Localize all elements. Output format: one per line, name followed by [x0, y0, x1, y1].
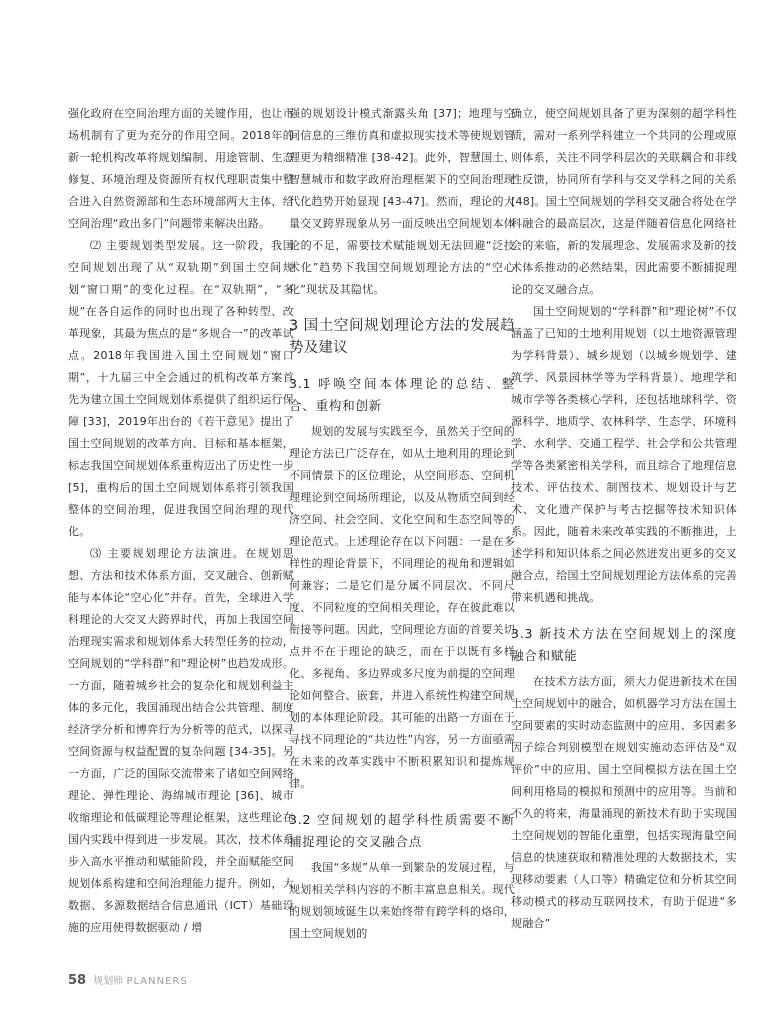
section-3-2-heading: 3.2 空间规划的超学科性质需要不断捕捉理论的交叉融合点: [289, 812, 515, 849]
col2-paragraph-1: 强的规划设计模式渐露头角 [37]；地理与空间信息的三维仿真和虚拟现实技术等使规划管理更为精细精准 [38-42]。此外，智慧国土、智慧城市和数字政府治理框架下的空间治理现代化趋势开始显现 [43-47]。然而，理论的大量交叉跨界现象从另一面反映出空间规划本体论的不足，需要技术赋能规划无法回避“泛技术化”趋势下我国空间规划理论方法的“空心化”现状及其隐忧。: [289, 107, 515, 296]
col1-paragraph-2: ⑵ 主要规划类型发展。这一阶段，我国空间规划出现了从“双轨期”到国土空间规划“窗口期”的变化过程。在“双轨期”，“多规”在各自运作的同时也出现了各种转型、改革现象，其最为焦点的是“多规合一”的改革试点。2018年我国进入国土空间规划“窗口期”，十九届三中全会通过的机构改革方案首先为建立国土空间规划体系提供了组织运行保障 [33]，2019年出台的《若干意见》提出了国土空间规划的改革方向、目标和基本框架，标志我国空间规划体系重构迈出了历史性一步 [5]，重构后的国土空间规划体系将引领我国整体的空间治理，促进我国空间治理的现代化。: [68, 239, 294, 538]
page-number: 58: [68, 973, 87, 988]
journal-name-cn: 规划师: [93, 976, 124, 987]
column-2: [289, 103, 515, 945]
col3-paragraph-1: 确立，使空间规划具备了更为深刻的超学科性质，需对一系列学科建立一个共同的公理或原则体系，关注不同学科层次的关联耦合和非线性反馈，协同所有学科与交叉学科之间的关系 [48]。国土空间规划的学科交叉融合将处在学科融合的最高层次，这是伴随着信息化网络社会的来临，新的发展理念、发展需求及新的技术体系推动的必然结果，因此需要不断捕捉理论的交叉融合点。: [511, 107, 737, 296]
col3-paragraph-2: 国土空间规划的“学科群”和“理论树”不仅涵盖了已知的土地利用规划（以土地资源管理为学科背景）、城乡规划（以城乡规划学、建筑学、风景园林学等为学科背景）、地理学和城市学等各类核心学科，还包括地球科学、资源科学、地质学、农林科学、生态学、环境科学、水利学、交通工程学、社会学和公共管理学等各类紧密相关学科，而且综合了地理信息技术、评估技术、制图技术、规划设计与艺术、文化遗产保护与考古挖掘等技术知识体系。因此，随着未来改革实践的不断推进，上述学科和知识体系之间必然迸发出更多的交叉融合点，给国土空间规划理论方法体系的完善带来机遇和挑战。: [511, 305, 737, 604]
col2-paragraph-2: 规划的发展与实践至今，虽然关于空间的理论方法已广泛存在，如从土地利用的理论到不同情景下的区位理论，从空间形态、空间机理理论到空间场所理论，以及从物质空间到经济空间、社会空间、文化空间和生态空间等的理论范式。上述理论存在以下问题：一是在多样性的理论背景下，不同理论的视角和逻辑如何兼容；二是它们是分属不同层次、不同尺度、不同粒度的空间相关理论，存在彼此难以衔接等问题。因此，空间理论方面的首要关切点并不在于理论的缺乏，而在于以既有多样化、多视角、多边界或多尺度为前提的空间理论如何整合、嵌套，并进入系统性构建空间规划的本体理论阶段。其可能的出路一方面在于寻找不同理论的“共边性”内容，另一方面亟需在未来的改革实践中不断积累知识和提炼规律。: [289, 425, 515, 790]
col2-paragraph-3: 我国“多规”从单一到繁杂的发展过程，与规划相关学科内容的不断丰富息息相关。现代的规划领域诞生以来始终带有跨学科的烙印，国土空间规划的: [289, 861, 515, 940]
section-3-heading: 3 国土空间规划理论方法的发展趋势及建议: [289, 318, 515, 356]
section-3-3-heading: 3.3 新技术方法在空间规划上的深度融合和赋能: [511, 626, 737, 663]
column-1: [68, 103, 294, 939]
section-3-1-heading: 3.1 呼唤空间本体理论的总结、整合、重构和创新: [289, 376, 515, 413]
column-3: [511, 103, 737, 935]
col3-paragraph-3: 在技术方法方面，须大力促进新技术在国土空间规划中的融合，如机器学习方法在国土空间要素的实时动态监测中的应用、多因素多因子综合判别模型在规划实施动态评估及“双评价”中的应用、国土空间模拟方法在国土空间利用格局的模拟和预测中的应用等。当前和不久的将来，海量涌现的新技术有助于实现国土空间规划的智能化重塑，包括实现海量空间信息的快速获取和精准处理的大数据技术，实现移动要素（人口等）精确定位和分析其空间移动模式的移动互联网技术，有助于促进“多规融合”: [511, 675, 737, 930]
journal-name-en: PLANNERS: [126, 976, 188, 987]
col1-paragraph-1: 强化政府在空间治理方面的关键作用，也让市场机制有了更为充分的作用空间。2018年的新一轮机构改革将规划编制、用途管制、生态修复、环境治理及资源所有权代理职责集中整合进入自然资源部和生态环境部两大主体，给空间治理“政出多门”问题带来解决出路。: [68, 107, 294, 230]
page-footer: [68, 972, 188, 988]
col1-paragraph-3: ⑶ 主要规划理论方法演进。在规划思想、方法和技术体系方面，交叉融合、创新赋能与本体论“空心化”并存。首先，全球进入学科理论的大交叉大跨界时代，再加上我国空间治理现实需求和规划体系大转型任务的拉动，空间规划的“学科群”和“理论树”也趋发成形。一方面，随着城乡社会的复杂化和规划利益主体的多元化，我国涌现出结合公共管理、制度经济学分析和博弈行为分析等的范式，以探寻空间资源与权益配置的复杂问题 [34-35]。另一方面，广泛的国际交流带来了诸如空间网络理论、弹性理论、海绵城市理论 [36]、城市收缩理论和低碳理论等理论框架，这些理论在国内实践中得到进一步发展。其次，技术体系步入高水平推动和赋能阶段，并全面赋能空间规划体系构建和空间治理能力提升。例如，大数据、多源数据结合信息通讯（ICT）基础设施的应用使得数据驱动 / 增: [68, 547, 294, 934]
